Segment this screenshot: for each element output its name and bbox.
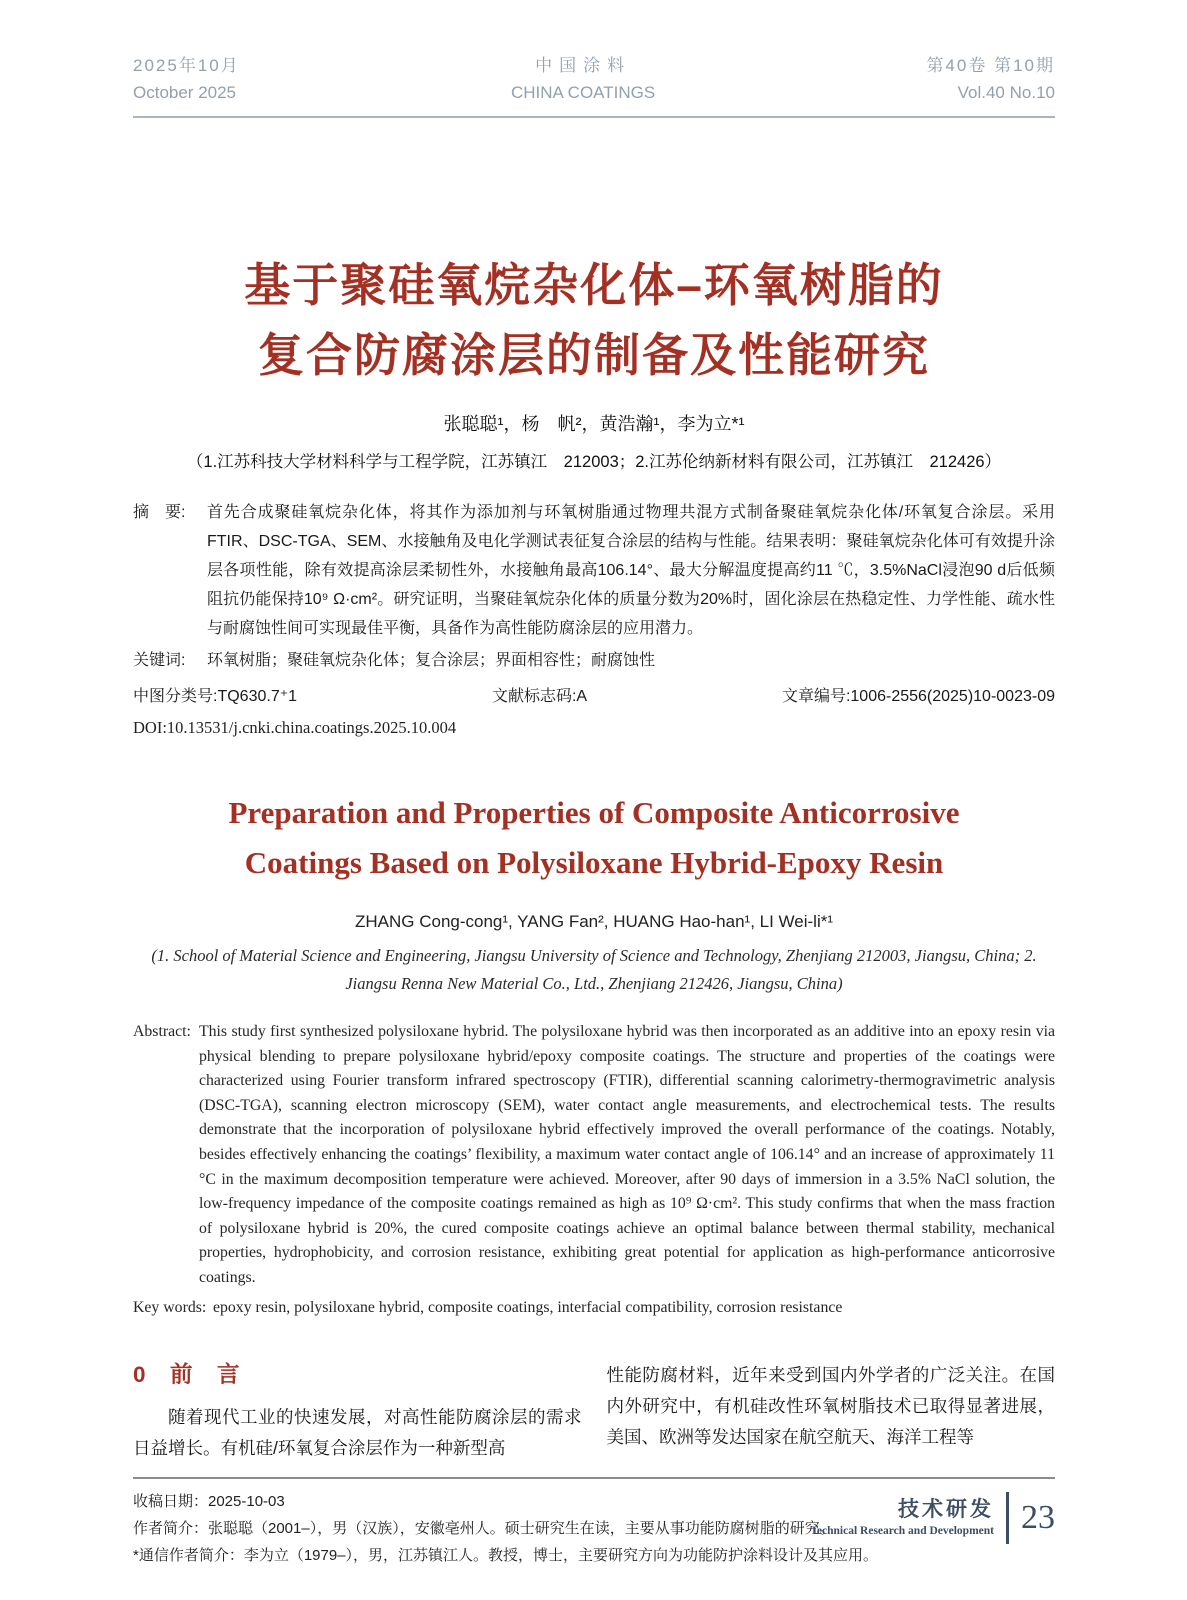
footer-divider-bar xyxy=(1006,1492,1009,1544)
article-title-cn-line2: 复合防腐涂层的制备及性能研究 xyxy=(258,329,930,381)
clc-value: TQ630.7⁺1 xyxy=(217,688,298,705)
footnote-author-bio: 作者简介：张聪聪（2001–），男（汉族），安徽亳州人。硕士研究生在读，主要从事功能防腐树脂的研究。 xyxy=(133,1520,835,1538)
header-journal-cn: 中国涂料 xyxy=(535,56,632,75)
keywords-en xyxy=(133,1296,1055,1321)
page-number: 23 xyxy=(1021,1499,1055,1536)
article-meta-row xyxy=(133,684,1055,710)
doi: DOI:10.13531/j.cnki.china.coatings.2025.10.004 xyxy=(133,718,457,737)
header-journal-name xyxy=(511,52,655,106)
article-title-cn-line1: 基于聚硅氧烷杂化体–环氧树脂的 xyxy=(244,259,944,311)
clc-label: 中图分类号: xyxy=(133,688,218,705)
keywords-en-label: Key words: xyxy=(133,1298,207,1316)
abstract-cn xyxy=(133,498,1055,643)
header-issue-date xyxy=(133,52,240,106)
authors-en: ZHANG Cong-cong¹, YANG Fan², HUANG Hao-han¹, LI Wei-li*¹ xyxy=(354,912,834,931)
intro-column-left xyxy=(133,1360,582,1464)
article-title-en-line1: Preparation and Properties of Composite Anticorrosive xyxy=(228,795,960,830)
keywords-cn xyxy=(133,646,1055,675)
header-date-cn: 2025年10月 xyxy=(133,56,240,75)
section-heading-intro: 0 前 言 xyxy=(133,1362,241,1388)
keywords-cn-text: 环氧树脂；聚硅氧烷杂化体；复合涂层；界面相容性；耐腐蚀性 xyxy=(207,652,656,669)
introduction-section xyxy=(133,1360,1055,1464)
footnote-received-date: 收稿日期：2025-10-03 xyxy=(133,1493,285,1511)
article-title-en-line2: Coatings Based on Polysiloxane Hybrid-Epoxy Resin xyxy=(244,845,944,880)
abstract-en-text: This study first synthesized polysiloxane hybrid. The polysiloxane hybrid was then incorporated as an additive into an epoxy resin via physical blending to prepare polysiloxane hybrid/epoxy composite coatings. The structure and properties of the coatings were characterized using Fourier transform infrared spectroscopy (FTIR), differential scanning calorimetry-thermogravimetric analysis (DSC-TGA), scanning electron microscopy (SEM), water contact angle measurements, and electrochemical tests. The results demonstrate that the incorporation of polysiloxane hybrid effectively improved the overall performance of the coatings. Notably, besides effectively enhancing the coatings’ flexibility, a maximum water contact angle of 106.14° and an increase of approximately 11 °C in the maximum decomposition temperature were achieved. Moreover, after 90 days of immersion in a 3.5% NaCl solution, the low-frequency impedance of the composite coatings remained as high as 10⁹ Ω·cm². This study confirms that when the mass fraction of polysiloxane hybrid is 20%, the cured composite coatings achieve an optimal balance between thermal stability, mechanical properties, hydrophobicity, and corrosion resistance, exhibiting great potential for application as high-performance anticorrosive coatings. xyxy=(199,1023,1055,1286)
intro-paragraph-right: 性能防腐材料，近年来受到国内外学者的广泛关注。在国内外研究中，有机硅改性环氧树脂技术已取得显著进展，美国、欧洲等发达国家在航空航天、海洋工程等 xyxy=(606,1365,1055,1448)
article-id xyxy=(782,684,1055,710)
abstract-en xyxy=(133,1020,1055,1291)
journal-header xyxy=(133,0,1055,118)
affiliation-cn: （1.江苏科技大学材料科学与工程学院，江苏镇江 212003；2.江苏伦纳新材料有限公司，江苏镇江 212426） xyxy=(186,453,1002,471)
keywords-cn-label: 关键词: xyxy=(133,652,186,669)
page-footer xyxy=(810,1492,1055,1544)
footer-section-en: Technical Research and Development xyxy=(810,1525,994,1537)
document-code xyxy=(492,684,587,710)
header-issue-en: Vol.40 No.10 xyxy=(957,83,1055,102)
article-title-cn xyxy=(133,250,1055,390)
header-date-en: October 2025 xyxy=(133,83,237,102)
footer-section-cn: 技术研发 xyxy=(898,1498,994,1521)
footnote-corresponding-author-bio: *通信作者简介：李为立（1979–），男，江苏镇江人。教授，博士，主要研究方向为功能防护涂料设计及其应用。 xyxy=(133,1547,879,1565)
authors-cn: 张聪聪¹，杨 帆²，黄浩瀚¹，李为立*¹ xyxy=(443,414,745,434)
header-issue-cn: 第40卷 第10期 xyxy=(926,56,1055,75)
article-id-label: 文章编号: xyxy=(781,688,851,705)
footer-section-labels xyxy=(810,1497,994,1539)
abstract-cn-label: 摘 要: xyxy=(133,504,186,521)
article-id-value: 1006-2556(2025)10-0023-09 xyxy=(850,688,1055,705)
keywords-en-text: epoxy resin, polysiloxane hybrid, composite coatings, interfacial compatibility, corrosion resistance xyxy=(213,1298,843,1316)
header-volume-issue xyxy=(926,52,1055,106)
clc-number xyxy=(133,684,297,710)
article-title-en xyxy=(133,788,1055,888)
document-code-value: A xyxy=(576,688,588,705)
header-journal-en: CHINA COATINGS xyxy=(510,83,656,102)
abstract-cn-text: 首先合成聚硅氧烷杂化体，将其作为添加剂与环氧树脂通过物理共混方式制备聚硅氧烷杂化体/环氧复合涂层。采用FTIR、DSC-TGA、SEM、水接触角及电化学测试表征复合涂层的结构与性能。结果表明：聚硅氧烷杂化体可有效提升涂层各项性能，除有效提高涂层柔韧性外，水接触角最高106.14°、最大分解温度提高约11 ℃，3.5%NaCl浸泡90 d后低频阻抗仍能保持10⁹ Ω·cm²。研究证明，当聚硅氧烷杂化体的质量分数为20%时，固化涂层在热稳定性、力学性能、疏水性与耐腐蚀性间可实现最佳平衡，具备作为高性能防腐涂层的应用潜力。 xyxy=(207,504,1055,637)
intro-paragraph-left: 随着现代工业的快速发展，对高性能防腐涂层的需求日益增长。有机硅/环氧复合涂层作为一种新型高 xyxy=(133,1407,582,1459)
abstract-en-label: Abstract: xyxy=(133,1023,191,1040)
affiliation-en: (1. School of Material Science and Engineering, Jiangsu University of Science and Technology, Zhenjiang 212003, Jiangsu, China; 2. Jiangsu Renna New Material Co., Ltd., Zhenjiang 212426, Jiangsu, China) xyxy=(151,946,1037,993)
intro-column-right xyxy=(607,1360,1056,1464)
document-code-label: 文献标志码: xyxy=(491,688,577,705)
